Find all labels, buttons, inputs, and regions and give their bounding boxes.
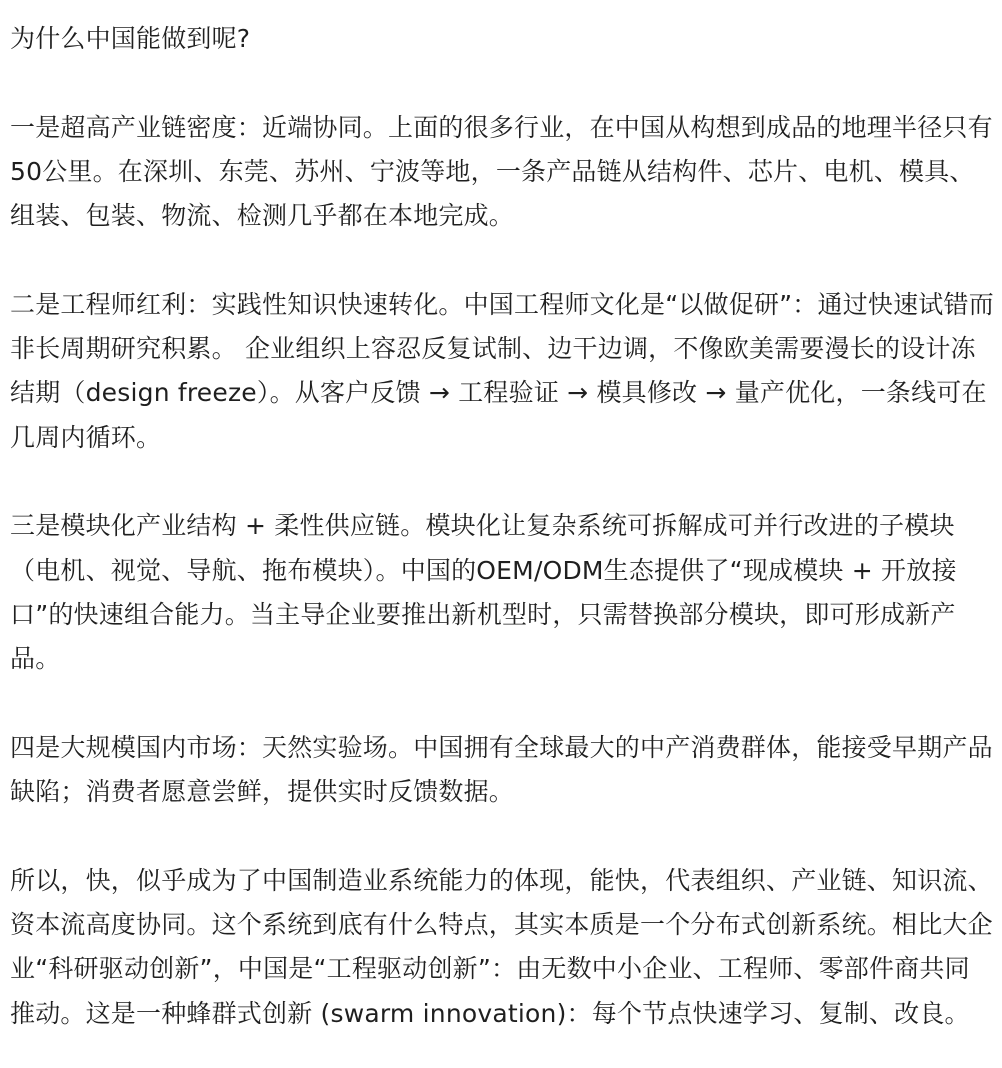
paragraph-modular-structure: 三是模块化产业结构 + 柔性供应链。模块化让复杂系统可拆解成可并行改进的子模块（电机、视觉、导航、拖布模块）。中国的OEM/ODM生态提供了“现成模块 + 开放接口”的快速组合能力。当主导企业要推出新机型时，只需替换部分模块，即可形成新产品。 — [10, 511, 957, 674]
paragraph-domestic-market: 四是大规模国内市场：天然实验场。中国拥有全球最大的中产消费群体，能接受早期产品缺陷；消费者愿意尝鲜，提供实时反馈数据。 — [10, 732, 993, 807]
paragraph-industry-chain: 一是超高产业链密度：近端协同。上面的很多行业，在中国从构想到成品的地理半径只有50公里。在深圳、东莞、苏州、宁波等地，一条产品链从结构件、芯片、电机、模具、组装、包装、物流、检测几乎都在本地完成。 — [10, 112, 993, 231]
article-heading: 为什么中国能做到呢? — [10, 24, 251, 53]
paragraph-conclusion: 所以，快，似乎成为了中国制造业系统能力的体现，能快，代表组织、产业链、知识流、资本流高度协同。这个系统到底有什么特点，其实本质是一个分布式创新系统。相比大企业“科研驱动创新”，中国是“工程驱动创新”：由无数中小企业、工程师、零部件商共同推动。这是一种蜂群式创新 (swarm innovation)：每个节点快速学习、复制、改良。 — [10, 865, 993, 1028]
paragraph-engineer-dividend: 二是工程师红利：实践性知识快速转化。中国工程师文化是“以做促研”：通过快速试错而非长周期研究积累。 企业组织上容忍反复试制、边干边调，不像欧美需要漫长的设计冻结期（design freeze）。从客户反馈 → 工程验证 → 模具修改 → 量产优化，一条线可在几周内循环。 — [10, 289, 994, 452]
